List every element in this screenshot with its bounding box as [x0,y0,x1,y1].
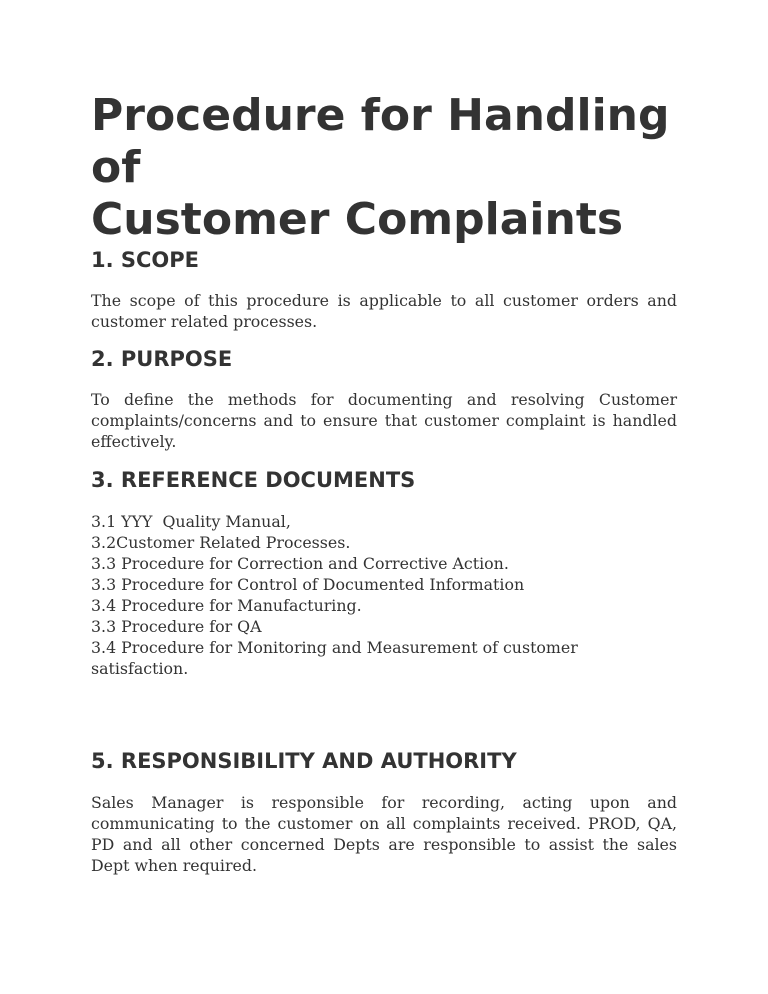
document-title: Procedure for Handling of Customer Complaints [91,90,670,245]
section-heading-responsibility: 5. RESPONSIBILITY AND AUTHORITY [91,749,517,773]
list-item: 3.3 Procedure for QA [91,617,262,636]
list-item: 3.1 YYY Quality Manual, [91,512,291,531]
list-item: satisfaction. [91,659,189,678]
section-body-purpose: To define the methods for documenting and resolving Customer complaints/concerns and to ensure that customer complaint is handled effectively. [91,390,677,451]
list-item: 3.4 Procedure for Manufacturing. [91,596,362,615]
section-heading-purpose: 2. PURPOSE [91,347,233,371]
section-body-responsibility: Sales Manager is responsible for recording, acting upon and communicating to the customer on all complaints received. PROD, QA, PD and all other concerned Depts are responsible to assist the sales Dept when required. [91,793,677,875]
section-body-scope: The scope of this procedure is applicable to all customer orders and customer related processes. [91,291,677,331]
reference-documents-list [91,511,677,679]
list-item: 3.3 Procedure for Control of Documented Information [91,575,525,594]
list-item: 3.2Customer Related Processes. [91,533,351,552]
list-item: 3.4 Procedure for Monitoring and Measurement of customer [91,638,578,657]
list-item: 3.3 Procedure for Correction and Corrective Action. [91,554,509,573]
section-heading-reference-documents: 3. REFERENCE DOCUMENTS [91,468,416,492]
section-heading-scope: 1. SCOPE [91,248,200,272]
